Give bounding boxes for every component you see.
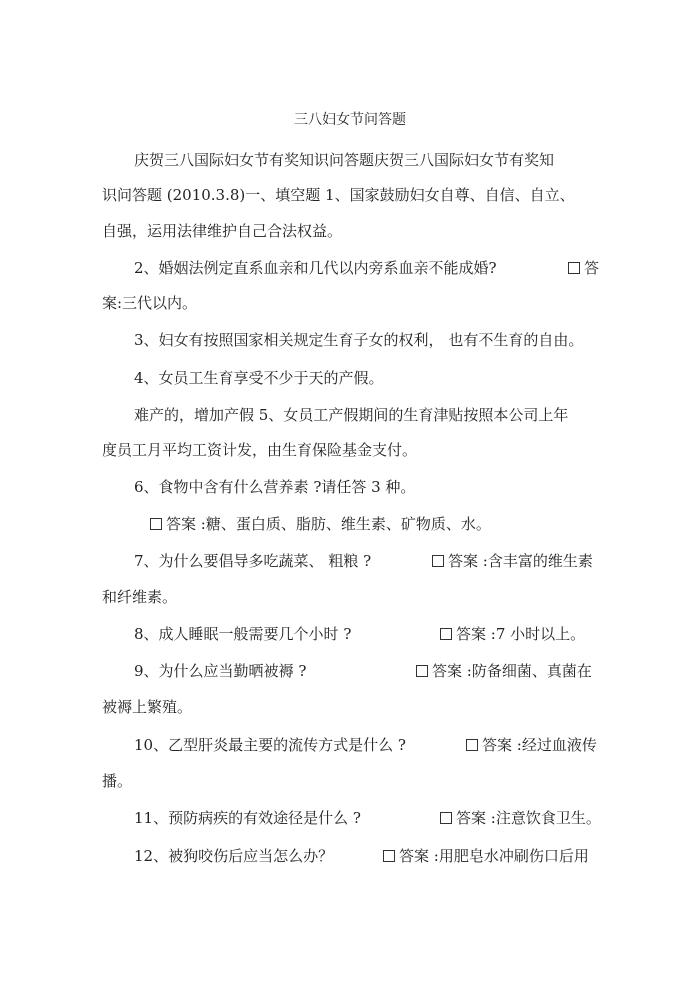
- answer-text: 答案 :防备细菌、真菌在: [432, 662, 592, 680]
- answer-text: 答案 :7 小时以上。: [456, 625, 586, 643]
- intro-line-3: 自强，运用法律维护自己合法权益。: [102, 222, 343, 240]
- intro-line-2: 识问答题 (2010.3.8)一、填空题 1、国家鼓励妇女自尊、自信、自立、: [102, 186, 575, 204]
- checkbox-icon: [383, 850, 395, 862]
- checkbox-icon: [432, 555, 444, 567]
- question-5-line-1: 难产的，增加产假 5、女员工产假期间的生育津贴按照本公司上年: [134, 406, 569, 424]
- question-8: 8、成人睡眠一般需要几个小时 ?: [134, 625, 352, 643]
- answer-9: [416, 661, 592, 681]
- answer-10-cont: 播。: [102, 772, 133, 790]
- answer-text: 答案 :糖、蛋白质、脂肪、维生素、矿物质、水。: [166, 515, 491, 533]
- answer-text: 答案 :用肥皂水冲刷伤口后用: [399, 847, 589, 865]
- answer-12: [383, 846, 589, 866]
- answer-text: 答案 :含丰富的维生素: [448, 552, 593, 570]
- question-5-line-2: 度员工月平均工资计发，由生育保险基金支付。: [102, 441, 418, 459]
- answer-2-lead: [568, 258, 599, 278]
- question-6: 6、食物中含有什么营养素 ?请任答 3 种。: [134, 478, 416, 496]
- answer-text: 答案 :经过血液传: [482, 736, 597, 754]
- intro-line-1: 庆贺三八国际妇女节有奖知识问答题庆贺三八国际妇女节有奖知: [134, 151, 555, 169]
- question-7: 7、为什么要倡导多吃蔬菜、 粗粮 ?: [134, 552, 372, 570]
- doc-title: 三八妇女节问答题: [294, 112, 406, 128]
- checkbox-icon: [440, 628, 452, 640]
- checkbox-icon: [466, 739, 478, 751]
- answer-7: [432, 551, 593, 571]
- answer-label: 答: [584, 259, 600, 277]
- checkbox-icon: [568, 262, 580, 274]
- answer-11: [440, 808, 601, 828]
- answer-9-cont: 被褥上繁殖。: [102, 698, 193, 716]
- answer-8: [440, 624, 585, 644]
- checkbox-icon: [150, 518, 162, 530]
- answer-2: 案:三代以内。: [102, 294, 198, 312]
- question-3: 3、妇女有按照国家相关规定生育子女的权利， 也有不生育的自由。: [134, 331, 584, 349]
- question-10: 10、乙型肝炎最主要的流传方式是什么 ?: [134, 736, 406, 754]
- answer-7-cont: 和纤维素。: [102, 588, 178, 606]
- answer-6: [150, 514, 491, 534]
- question-4: 4、女员工生育享受不少于天的产假。: [134, 369, 384, 387]
- answer-10: [466, 735, 597, 755]
- question-9: 9、为什么应当勤晒被褥 ?: [134, 662, 307, 680]
- checkbox-icon: [440, 812, 452, 824]
- checkbox-icon: [416, 665, 428, 677]
- question-12: 12、被狗咬伤后应当怎么办？: [134, 847, 334, 865]
- answer-text: 答案 :注意饮食卫生。: [456, 809, 601, 827]
- question-11: 11、预防病疾的有效途径是什么 ?: [134, 809, 361, 827]
- question-2: 2、婚姻法例定直系血亲和几代以内旁系血亲不能成婚?: [134, 259, 497, 277]
